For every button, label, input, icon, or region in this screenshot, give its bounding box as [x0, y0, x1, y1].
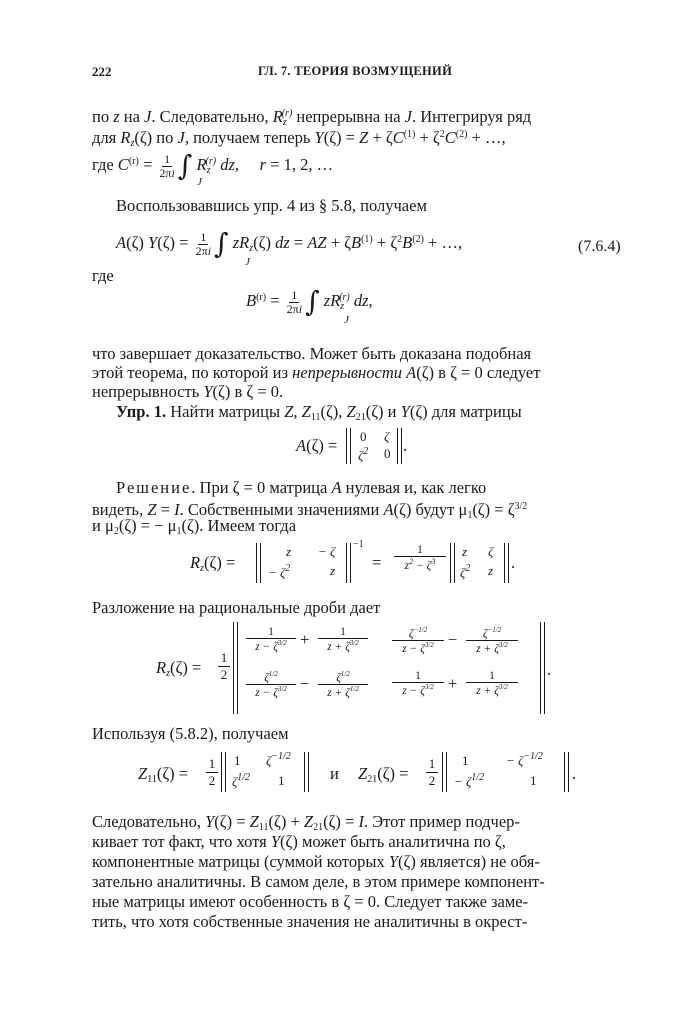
- matrix-bar: [540, 622, 541, 714]
- Z21-lhs: $Z_{21}(\zeta)$ =: [358, 764, 409, 785]
- minus: −: [300, 674, 310, 693]
- matrix-bar: [442, 752, 443, 792]
- matrix-bar: [350, 543, 351, 583]
- matrix-bar: [508, 543, 509, 583]
- equation-B: $B^{(r)}$ = $\frac{1}{2\pi i}$ ∫ $zR_z^{(r)}$ dz,: [246, 285, 373, 319]
- final-line-5: ные матрицы имеют особенность в ζ = 0. Следует также заме-: [92, 892, 529, 911]
- matrix-cell: z: [286, 544, 292, 559]
- punct: .: [403, 436, 408, 455]
- matrix-cell-fraction: $\zeta^{1/2}$ $z - \zeta^{3/2}$: [246, 670, 296, 699]
- exercise-1: Упр. 1. Найти матрицы Z, $Z_{11}(\zeta)$, $Z_{21}(\zeta)$ и Y(ζ) для матрицы: [116, 402, 522, 423]
- matrix-bar: [564, 752, 565, 792]
- matrix-bar: [308, 752, 309, 792]
- matrix-bar: [350, 428, 351, 464]
- fraction-half: 1 2: [426, 756, 438, 789]
- matrix-cell: z: [330, 563, 336, 578]
- text-line-1: по z на J. Следовательно, $R_z^{(r)}$ непрерывна на J. Интегрируя ряд: [92, 107, 532, 128]
- matrix-bar: [397, 428, 398, 464]
- solution-line-3: и $\mu_2(\zeta)$ = − $\mu_1(\zeta)$. Имеем тогда: [92, 516, 297, 537]
- matrix-cell: 0: [360, 429, 367, 444]
- text-p2: этой теорема, по которой из непрерывности A(ζ) в ζ = 0 следует: [92, 363, 541, 382]
- text-line-3: где $C^{(r)}$ = $\frac{1}{2\pi i}$ ∫ $R_z^{(r)}$ dz, r = 1, 2, …: [92, 149, 334, 183]
- inverse-exponent: −1: [353, 539, 364, 550]
- matrix-bar: [450, 543, 451, 583]
- plus: +: [300, 630, 310, 649]
- text-line-4: Воспользовавшись упр. 4 из § 5.8, получаем: [116, 196, 427, 215]
- equation-7-6-4: A(ζ) Y(ζ) = $\frac{1}{2\pi i}$ ∫ $zR_z(\zeta)$ dz = AZ + $\zeta B^{(1)} + \zeta^2B^{(2)}$ + …,: [116, 227, 463, 261]
- text-p3: непрерывность Y(ζ) в ζ = 0.: [92, 382, 284, 401]
- matrix-bar: [260, 543, 261, 583]
- matrix-bar: [225, 752, 226, 792]
- matrix-cell-fraction: $\zeta^{-1/2}$ $z - \zeta^{3/2}$: [392, 626, 444, 655]
- matrix-bar: [568, 752, 569, 792]
- text-line-partial-fractions: Разложение на рациональные дроби дает: [92, 598, 381, 617]
- fraction-half: 1 2: [206, 756, 218, 789]
- int-limit-J: J: [197, 176, 202, 188]
- text-line-2: для $R_z(\zeta)$ по J, получаем теперь $Y(\zeta) = Z + \zeta C^{(1)} + \zeta^2C^{(2)}$ + …,: [92, 128, 506, 149]
- matrix-cell: $\zeta^{-1/2}$: [266, 751, 291, 768]
- matrix-bar: [233, 622, 234, 714]
- text-line-using: Используя (5.8.2), получаем: [92, 724, 289, 743]
- matrix-cell: $\zeta^{1/2}$: [232, 772, 251, 789]
- matrix-bar: [446, 752, 447, 792]
- matrix-cell: − ζ: [318, 544, 336, 559]
- matrix-cell-fraction: 1 $z + \zeta^{3/2}$: [318, 626, 368, 653]
- matrix-bar: [504, 543, 505, 583]
- matrix-bar: [237, 622, 238, 714]
- page-number: 222: [92, 64, 112, 79]
- punct: .: [547, 660, 552, 679]
- matrix-cell: 0: [384, 446, 391, 461]
- matrix-cell: $\zeta^2$: [358, 446, 369, 463]
- running-head: ГЛ. 7. ТЕОРИЯ ВОЗМУЩЕНИЙ: [258, 64, 453, 78]
- matrix-cell: 1: [462, 753, 469, 768]
- matrix-bar: [544, 622, 545, 714]
- final-line-6: тить, что хотя собственные значения не аналитичны в окрест-: [92, 912, 528, 931]
- matrix-cell: 1: [530, 773, 537, 788]
- text-line-where: где: [92, 266, 114, 285]
- Rz-lhs: $R_z(\zeta)$ =: [190, 553, 236, 574]
- int-limit-J: J: [344, 314, 349, 326]
- matrix-bar: [454, 543, 455, 583]
- minus: −: [448, 630, 458, 649]
- matrix-cell: 1: [234, 753, 241, 768]
- matrix-A-lhs: A(ζ) =: [296, 436, 338, 455]
- solution-line-2: видеть, Z = I. Собственными значениями A(ζ) будут $\mu_1(\zeta) = \zeta^{3/2}$: [92, 500, 528, 521]
- fraction: 1 $z^2 - \zeta^3$: [394, 544, 446, 572]
- final-line-2: кивает тот факт, что хотя Y(ζ) может быть аналитична по ζ,: [92, 832, 506, 851]
- conjunction-and: и: [330, 764, 339, 783]
- matrix-bar: [256, 543, 257, 583]
- int-limit-J: J: [245, 256, 250, 268]
- matrix-cell: ζ: [384, 429, 390, 444]
- matrix-cell-fraction: $\zeta^{1/2}$ $z + \zeta^{1/2}$: [318, 670, 368, 699]
- equals: =: [372, 553, 382, 572]
- matrix-cell: z: [488, 563, 494, 578]
- fraction-half: 1 2: [218, 650, 230, 683]
- matrix-bar: [401, 428, 402, 464]
- matrix-cell-fraction: $\zeta^{-1/2}$ $z + \zeta^{3/2}$: [466, 626, 518, 655]
- final-line-4: зательно аналитичны. В самом деле, в этом примере компонент-: [92, 872, 545, 891]
- matrix-cell-fraction: 1 $z - \zeta^{3/2}$: [392, 670, 444, 697]
- punct: .: [511, 553, 516, 572]
- matrix-cell: − $\zeta^{-1/2}$: [506, 751, 543, 768]
- matrix-bar: [346, 543, 347, 583]
- matrix-bar: [346, 428, 347, 464]
- matrix-bar: [304, 752, 305, 792]
- equation-number: (7.6.4): [578, 238, 621, 255]
- big-matrix-lhs: $R_z(\zeta)$ =: [156, 658, 202, 679]
- Z11-lhs: $Z_{11}(\zeta)$ =: [138, 764, 189, 785]
- plus: +: [448, 674, 458, 693]
- solution-line-1: Решение. При ζ = 0 матрица A нулевая и, как легко: [116, 478, 487, 497]
- punct: .: [572, 764, 577, 783]
- matrix-bar: [221, 752, 222, 792]
- matrix-cell: − $\zeta^2$: [268, 563, 291, 580]
- matrix-cell: $\zeta^2$: [460, 563, 471, 580]
- final-line-1: Следовательно, $Y(\zeta) = Z_{11}(\zeta) + Z_{21}(\zeta) = I$. Этот пример подчер-: [92, 812, 520, 833]
- matrix-cell: − $\zeta^{1/2}$: [454, 772, 485, 789]
- matrix-cell-fraction: 1 $z - \zeta^{3/2}$: [246, 626, 296, 653]
- matrix-cell: 1: [278, 773, 285, 788]
- matrix-cell-fraction: 1 $z + \zeta^{3/2}$: [466, 670, 518, 697]
- text-p1: что завершает доказательство. Может быть доказана подобная: [92, 344, 532, 363]
- final-line-3: компонентные матрицы (суммой которых Y(ζ) является) не обя-: [92, 852, 540, 871]
- matrix-cell: z: [462, 544, 468, 559]
- matrix-cell: ζ: [488, 544, 494, 559]
